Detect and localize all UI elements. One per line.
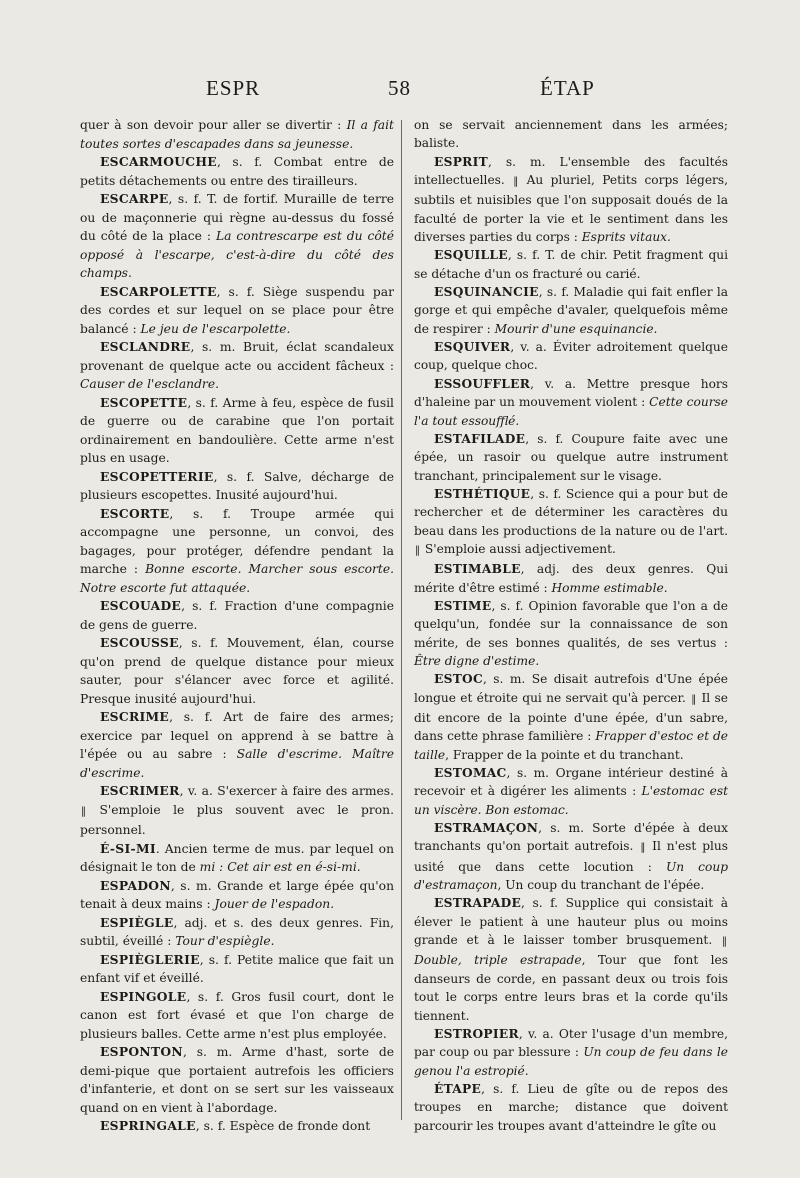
dictionary-entry [80,394,394,468]
headword: ESQUIVER [434,340,511,355]
example-text: Salle d'escrime. Maître d'escrime. [80,747,394,780]
definition-text: , s. f. Opinion favorable que l'on a de quelqu'un, fondée sur la connaissance de son mérite, de ses bonnes qualités, de ses vertus : [414,598,728,650]
example-text: Un coup de feu dans le genou l'a estropié. [414,1045,728,1078]
headword: ESPIÈGLE [100,914,174,930]
definition-text: Il se dit encore de la pointe d'une épée, d'un sabre, dans cette phrase familière : [414,690,728,744]
page-number: 58 [388,76,411,100]
separator-mark: ‖ [513,176,519,188]
dictionary-entry [80,634,394,708]
definition-text: , s. f. Petite malice que fait un enfant vif et éveillé. [80,952,394,985]
dictionary-entry [80,840,394,877]
headword: ESCRIMER [100,783,180,798]
headword: ESTIME [434,598,492,613]
dictionary-entry [80,782,394,840]
dictionary-entry [80,877,394,914]
definition-text: , v. a. Éviter adroitement quelque coup, quelque choc. [414,340,728,373]
separator-mark: ‖ [81,805,86,817]
definition-text: S'emploie aussi adjectivement. [421,541,616,556]
headword: ESCARPOLETTE [100,283,217,299]
headword: ESCORTE [100,505,170,521]
left-column [80,116,394,1136]
dictionary-entry [414,283,728,338]
dictionary-entry [414,1025,728,1080]
example-text: Esprits vitaux. [581,230,671,245]
dictionary-entry [80,951,394,988]
dictionary-entry [80,708,394,782]
headword: ÉTAPE [434,1081,482,1096]
example-text: Homme estimable. [551,580,668,595]
example-text: Jouer de l'espadon. [214,897,335,911]
dictionary-entry [80,1043,394,1117]
definition-text: , adj. des deux genres. Qui mérite d'être estimé : [414,562,728,595]
definition-text: , s. f. Maladie qui fait enfler la gorge et qui empêche d'avaler, quelquefois même de respirer : [414,285,728,336]
headword: ESPRINGALE [100,1118,196,1133]
definition-text: , s. f. Coupure faite avec une épée, un rasoir ou quelque autre instrument tranchant, principalement sur le visage. [414,431,728,483]
dictionary-entry [80,988,394,1044]
definition-text: , s. f. Science qui a pour but de rechercher et de déterminer les caractères du beau dans les productions de la nature ou de l'art. [414,486,728,538]
column-divider [401,120,402,1120]
headword: ESPONTON [100,1044,183,1059]
right-column [414,116,728,1135]
definition-text: , s. f. Salve, décharge de plusieurs escopettes. Inusité aujourd'hui. [80,469,394,502]
dictionary-entry [414,819,728,894]
headword: ESCOPETTERIE [100,468,214,484]
example-text: mi : Cet air est en é-si-mi. [199,860,361,874]
headword: ESCRIME [100,709,170,724]
example-text: Il a fait toutes sortes d'escapades dans sa jeunesse. [80,118,395,151]
example-text: Tour d'espiègle. [175,934,275,948]
headword: ESTRAMAÇON [434,821,539,836]
definition-text: , s. f. T. de chir. Petit fragment qui se détache d'un os fracturé ou carié. [414,248,728,281]
headword: ESTIMABLE [434,562,521,577]
headword: ESTHÉTIQUE [434,486,531,501]
definition-text: , s. f. Mouvement, élan, course qu'on prend de quelque distance pour mieux sauter, pour s'élancer avec force et agilité. Presque inusité aujourd'hui. [80,636,394,706]
headword: ESCLANDRE [100,339,191,354]
definition-text: S'emploie le plus souvent avec le pron. personnel. [80,802,394,837]
definition-text: , v. a. S'exercer à faire des armes. [179,784,394,798]
dictionary-entry [414,894,728,1024]
example-text: Être digne d'estime. [414,653,540,668]
definition-text: , s. f. Combat entre de petits détachements ou entre des tirailleurs. [80,155,394,188]
dictionary-entry [414,764,728,819]
definition-text: , Tour que font les danseurs de corde, en passant deux ou trois fois tout le corps entre leurs bras et la corde qu'ils tiennent. [414,953,728,1023]
definition-text: , s. f. Troupe armée qui accompagne une personne, un convoi, des bagages, pour protéger, défendre pendant la marche : [80,506,394,576]
example-text: Un coup d'estramaçon [414,859,728,893]
definition-text: . Ancien terme de mus. par lequel on désignait le ton de [80,841,394,874]
page-header [0,76,800,106]
dictionary-entry [80,597,394,634]
headword: ESPADON [100,877,171,893]
definition-text: , s. f. Espèce de fronde dont [195,1119,371,1133]
definition-text: , s. f. Supplice qui consistait à élever le patient à une hauteur plus ou moins grande et à le laisser tomber brusquement. [414,896,728,948]
example-text: L'estomac est un viscère. Bon estomac. [414,784,728,817]
separator-mark: ‖ [691,693,697,705]
example-text: Causer de l'esclandre. [80,377,220,391]
headword: ESTRAPADE [434,896,522,911]
definition-text: Il n'est plus usité que dans cette locution : [414,839,729,874]
definition-text: , s. f. Fraction d'une compagnie de gens de guerre. [80,599,394,632]
dictionary-entry [80,153,394,190]
definition-text: , s. f. Gros fusil court, dont le canon est fort évasé et que l'on charge de plusieurs balles. Cette arme n'est plus employée. [80,989,394,1041]
definition-text: , Un coup du tranchant de l'épée. [497,878,705,893]
dictionary-entry [414,116,728,153]
definition-text: , s. m. Bruit, éclat scandaleux provenant de quelque acte ou accident fâcheux : [80,340,394,373]
definition-text: , s. f. Art de faire des armes; exercice par lequel on apprend à se battre à l'épée ou au sabre : [80,710,394,761]
definition-text: , s. f. Lieu de gîte ou de repos des troupes en marche; distance que doivent parcourir les troupes avant d'atteindre le gîte ou [414,1081,728,1133]
separator-mark: ‖ [415,544,420,556]
separator-mark: ‖ [722,936,727,948]
headword: ESCOUADE [100,598,182,613]
example-text: La contrescarpe est du côté opposé à l'escarpe, c'est-à-dire du côté des champs. [80,229,394,280]
dictionary-entry [80,1117,394,1136]
dictionary-entry [80,505,394,598]
headword: ESTOC [434,672,483,687]
dictionary-entry [414,246,728,283]
dictionary-entry [414,338,728,375]
dictionary-entry [414,560,728,597]
headword: ESCARPE [100,191,169,206]
example-text: Le jeu de l'escarpolette. [140,321,291,336]
running-head-right: ÉTAP [540,76,595,100]
dictionary-entry [80,468,394,505]
definition-text: , s. f. Arme à feu, espèce de fusil de guerre ou de carabine que l'on portait ordinairement en bandoulière. Cette arme n'est plus en usage. [80,395,394,465]
running-head-left: ESPR [206,76,261,100]
definition-text: , s. m. Sorte d'épée à deux tranchants qu'on portait autrefois. [414,821,728,854]
definition-text: on se servait anciennement dans les armées; baliste. [414,118,728,151]
dictionary-entry [414,153,728,247]
definition-text: , adj. et s. des deux genres. Fin, subtil, éveillé : [80,915,394,948]
separator-mark: ‖ [640,842,646,854]
definition-text: Au pluriel, Petits corps légers, subtils et nuisibles que l'on supposait doués de la faculté de porter la vie et le sentiment dans les diverses parties du corps : [414,173,728,245]
dictionary-entry [80,914,394,951]
example-text: Cette course l'a tout essoufflé. [414,395,728,428]
headword: ESSOUFFLER [434,376,531,391]
definition-text: , s. m. Organe intérieur destiné à recevoir et à digérer les aliments : [414,766,728,799]
headword: ESQUINANCIE [434,285,539,300]
dictionary-entry [414,1080,728,1135]
definition-text: , Frapper de la pointe et du tranchant. [445,747,684,762]
dictionary-entry [414,485,728,560]
definition-text: , s. f. Siège suspendu par des cordes et sur lequel on se place pour être balancé : [80,284,394,336]
headword: É-SI-MI [100,840,156,856]
definition-text: , s. m. L'ensemble des facultés intellectuelles. [414,154,728,188]
dictionary-entry [80,116,394,153]
headword: ESCARMOUCHE [100,154,217,169]
headword: ESTOMAC [434,766,507,781]
definition-text: quer à son devoir pour aller se divertir : [80,118,347,132]
example-text: Double, triple estrapade [414,953,582,968]
dictionary-entry [414,597,728,670]
headword: ESPIÈGLERIE [100,951,200,967]
definition-text: , v. a. Oter l'usage d'un membre, par coup ou par blessure : [414,1026,728,1060]
example-text: Bonne escorte. Marcher sous escorte. Notre escorte fut attaquée. [80,562,395,595]
example-text: Frapper d'estoc et de taille [414,729,728,762]
example-text: Mourir d'une esquinancie. [494,321,658,336]
headword: ESTROPIER [434,1026,519,1041]
headword: ESTAFILADE [434,431,526,446]
definition-text: , s. m. Se disait autrefois d'Une épée longue et étroite qui ne servait qu'à percer. [414,672,728,705]
headword: ESPRIT [434,154,488,169]
headword: ESCOPETTE [100,394,188,410]
dictionary-entry [414,430,728,485]
definition-text: , s. f. T. de fortif. Muraille de terre ou de maçonnerie qui règne au-dessus du fossé du côté de la place : [80,192,394,243]
dictionary-entry [80,338,394,394]
dictionary-entry [80,283,394,339]
dictionary-entry [414,375,728,430]
definition-text: , v. a. Mettre presque hors d'haleine par un mouvement violent : [414,376,728,410]
definition-text: , s. m. Grande et large épée qu'on tenait à deux mains : [80,878,394,911]
dictionary-entry [80,190,394,283]
headword: ESQUILLE [434,248,508,263]
headword: ESCOUSSE [100,635,179,650]
dictionary-entry [414,670,728,764]
definition-text: , s. m. Arme d'hast, sorte de demi-pique que portaient autrefois les officiers d'infanterie, et dont on se sert sur les vaisseaux quand on en vient à l'abordage. [80,1045,394,1115]
headword: ESPINGOLE [100,988,187,1004]
